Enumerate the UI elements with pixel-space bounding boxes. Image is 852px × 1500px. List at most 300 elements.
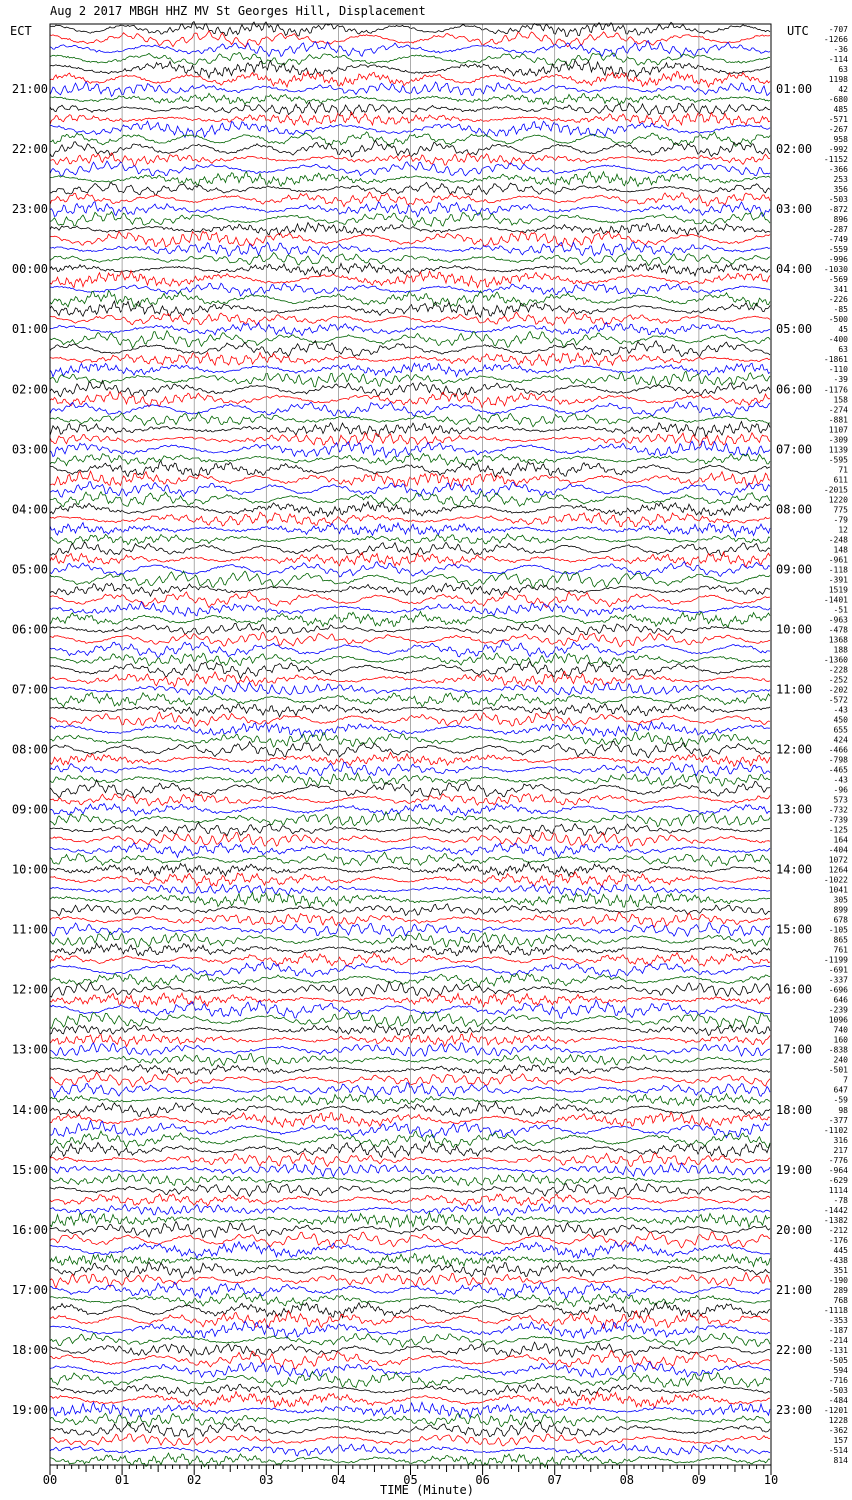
trace-offset-label: -176 bbox=[828, 1235, 848, 1245]
right-hour-label: 10:00 bbox=[776, 622, 813, 637]
trace-offset-label: -404 bbox=[828, 845, 848, 855]
left-hour-label: 21:00 bbox=[11, 82, 48, 97]
left-hour-label: 08:00 bbox=[11, 742, 48, 757]
trace-offset-label: 7 bbox=[843, 1075, 848, 1085]
trace-offset-label: -798 bbox=[828, 755, 848, 765]
trace-offset-label: 1368 bbox=[828, 635, 848, 645]
trace-offset-label: -739 bbox=[828, 815, 848, 825]
trace-offset-label: -400 bbox=[828, 335, 848, 345]
trace-line bbox=[50, 1094, 770, 1106]
right-hour-label: 01:00 bbox=[776, 82, 813, 97]
trace-line bbox=[50, 153, 770, 166]
right-hour-labels bbox=[776, 82, 812, 1417]
trace-line bbox=[50, 812, 770, 827]
trace-line bbox=[50, 1043, 770, 1056]
trace-offset-label: 98 bbox=[838, 1105, 848, 1115]
trace-line bbox=[50, 671, 770, 687]
trace-line bbox=[50, 392, 770, 408]
right-hour-label: 19:00 bbox=[776, 1162, 813, 1177]
trace-line bbox=[50, 291, 770, 308]
trace-offset-label: -39 bbox=[833, 375, 848, 385]
x-tick-label: 09 bbox=[691, 1473, 707, 1487]
trace-offset-label: 217 bbox=[833, 1145, 848, 1155]
trace-line bbox=[50, 602, 770, 616]
trace-line bbox=[50, 231, 770, 246]
trace-offset-label: 253 bbox=[833, 175, 848, 185]
trace-line bbox=[50, 1371, 770, 1387]
trace-line bbox=[50, 172, 770, 187]
right-hour-label: 04:00 bbox=[776, 262, 813, 277]
trace-line bbox=[50, 1142, 770, 1159]
trace-offset-label: -1102 bbox=[823, 1125, 848, 1135]
trace-offset-label: -239 bbox=[828, 1005, 848, 1015]
trace-line bbox=[50, 253, 770, 266]
trace-line bbox=[50, 161, 770, 176]
right-hour-label: 20:00 bbox=[776, 1222, 813, 1237]
trace-offset-label: -964 bbox=[828, 1165, 848, 1175]
right-hour-label: 02:00 bbox=[776, 142, 813, 157]
trace-line bbox=[50, 653, 770, 666]
trace-line bbox=[50, 1153, 770, 1167]
right-hour-label: 03:00 bbox=[776, 202, 813, 217]
trace-offset-label: -362 bbox=[828, 1425, 848, 1435]
trace-offset-label: -287 bbox=[828, 225, 848, 235]
trace-line bbox=[50, 1311, 770, 1329]
trace-offset-label: -353 bbox=[828, 1315, 848, 1325]
left-hour-label: 00:00 bbox=[11, 262, 48, 277]
trace-offset-label: 899 bbox=[833, 905, 848, 915]
trace-offset-label: -214 bbox=[828, 1335, 848, 1345]
trace-line bbox=[50, 962, 770, 977]
trace-offset-label: -571 bbox=[828, 115, 848, 125]
trace-line bbox=[50, 843, 770, 858]
x-tick-label: 07 bbox=[547, 1473, 562, 1487]
trace-line bbox=[50, 371, 770, 387]
left-hour-label: 23:00 bbox=[11, 202, 48, 217]
trace-offset-label: -337 bbox=[828, 975, 848, 985]
trace-offset-label: 289 bbox=[833, 1285, 848, 1295]
trace-offset-label: -503 bbox=[828, 195, 848, 205]
x-tick-label: 01 bbox=[114, 1473, 130, 1487]
trace-line bbox=[50, 923, 770, 937]
trace-line bbox=[50, 422, 770, 437]
trace-offset-label: -274 bbox=[828, 405, 848, 415]
trace-line bbox=[50, 523, 770, 537]
trace-line bbox=[50, 974, 770, 988]
trace-offset-label: -465 bbox=[828, 765, 848, 775]
trace-offset-label: 611 bbox=[833, 475, 848, 485]
trace-offset-label: -51 bbox=[833, 605, 848, 615]
trace-line bbox=[50, 722, 770, 738]
trace-line bbox=[50, 1232, 770, 1249]
left-hour-label: 07:00 bbox=[11, 682, 48, 697]
trace-offset-label: 958 bbox=[833, 135, 848, 145]
trace-line bbox=[50, 862, 770, 876]
trace-line bbox=[50, 283, 770, 296]
trace-line bbox=[50, 571, 770, 588]
left-timezone-label: ECT bbox=[10, 24, 32, 38]
trace-offset-label: -125 bbox=[828, 825, 848, 835]
trace-line bbox=[50, 892, 770, 907]
trace-line bbox=[50, 1293, 770, 1306]
trace-line bbox=[50, 1282, 770, 1298]
trace-offset-label: -2015 bbox=[823, 485, 848, 495]
trace-offset-label: 341 bbox=[833, 285, 848, 295]
left-hour-label: 11:00 bbox=[11, 922, 48, 937]
trace-line bbox=[50, 732, 770, 747]
trace-offset-label: -696 bbox=[828, 985, 848, 995]
trace-line bbox=[50, 1212, 770, 1227]
trace-offset-label: 1072 bbox=[828, 855, 848, 865]
trace-line bbox=[50, 583, 770, 596]
trace-offset-label: -1861 bbox=[823, 355, 848, 365]
right-hour-label: 17:00 bbox=[776, 1042, 813, 1057]
trace-offset-label: -1360 bbox=[823, 655, 848, 665]
trace-line bbox=[50, 884, 770, 895]
trace-line bbox=[50, 1204, 770, 1216]
trace-line bbox=[50, 1392, 770, 1409]
trace-offset-label: 865 bbox=[833, 935, 848, 945]
trace-offset-label: 356 bbox=[833, 185, 848, 195]
trace-offset-label: 485 bbox=[833, 105, 848, 115]
trace-offset-label: -514 bbox=[828, 1445, 848, 1455]
trace-offset-label: 45 bbox=[838, 325, 848, 335]
trace-line bbox=[50, 1194, 770, 1206]
trace-offset-label: -838 bbox=[828, 1045, 848, 1055]
trace-offset-label: 647 bbox=[833, 1085, 848, 1095]
left-hour-label: 17:00 bbox=[11, 1282, 48, 1297]
trace-offset-label: -503 bbox=[828, 1385, 848, 1395]
trace-line bbox=[50, 1302, 770, 1318]
right-hour-label: 12:00 bbox=[776, 742, 813, 757]
trace-offset-label: -716 bbox=[828, 1375, 848, 1385]
left-hour-label: 15:00 bbox=[11, 1162, 48, 1177]
trace-line bbox=[50, 932, 770, 947]
trace-offset-label: 594 bbox=[833, 1365, 848, 1375]
trace-offset-label: 164 bbox=[833, 835, 848, 845]
right-hour-label: 06:00 bbox=[776, 382, 813, 397]
trace-line bbox=[50, 1064, 770, 1074]
trace-line bbox=[50, 1112, 770, 1127]
left-hour-label: 04:00 bbox=[11, 502, 48, 517]
left-hour-label: 10:00 bbox=[11, 862, 48, 877]
trace-line bbox=[50, 1072, 770, 1087]
trace-offset-label: -500 bbox=[828, 315, 848, 325]
trace-line bbox=[50, 381, 770, 397]
trace-line bbox=[50, 752, 770, 766]
trace-offset-label: -992 bbox=[828, 145, 848, 155]
trace-offset-label: 1198 bbox=[828, 75, 848, 85]
trace-offset-label: 1519 bbox=[828, 585, 848, 595]
left-hour-label: 12:00 bbox=[11, 982, 48, 997]
trace-line bbox=[50, 223, 770, 236]
trace-line bbox=[50, 471, 770, 487]
trace-line bbox=[50, 263, 770, 276]
trace-line bbox=[50, 52, 770, 65]
trace-offset-label: -872 bbox=[828, 205, 848, 215]
left-hour-label: 01:00 bbox=[11, 322, 48, 337]
trace-line bbox=[50, 271, 770, 288]
trace-offset-label: 157 bbox=[833, 1435, 848, 1445]
trace-offset-label: -961 bbox=[828, 555, 848, 565]
trace-line bbox=[50, 822, 770, 836]
trace-layer bbox=[50, 22, 770, 1468]
trace-line bbox=[50, 542, 770, 557]
trace-offset-label: -1030 bbox=[823, 265, 848, 275]
trace-line bbox=[50, 1413, 770, 1427]
right-hour-label: 07:00 bbox=[776, 442, 813, 457]
x-axis bbox=[43, 1465, 778, 1487]
trace-line bbox=[50, 242, 770, 256]
trace-line bbox=[50, 741, 770, 757]
trace-offset-label: 761 bbox=[833, 945, 848, 955]
trace-offset-label: -377 bbox=[828, 1115, 848, 1125]
trace-line bbox=[50, 942, 770, 956]
trace-line bbox=[50, 1444, 770, 1456]
left-hour-label: 09:00 bbox=[11, 802, 48, 817]
x-tick-label: 05 bbox=[403, 1473, 418, 1487]
trace-offset-label: -749 bbox=[828, 235, 848, 245]
trace-line bbox=[50, 353, 770, 366]
trace-line bbox=[50, 312, 770, 325]
trace-line bbox=[50, 1053, 770, 1065]
trace-offset-label: -79 bbox=[833, 515, 848, 525]
trace-offset-label: -1176 bbox=[823, 385, 848, 395]
trace-line bbox=[50, 82, 770, 97]
trace-line bbox=[50, 804, 770, 816]
trace-line bbox=[50, 780, 770, 798]
trace-line bbox=[50, 502, 770, 517]
trace-line bbox=[50, 301, 770, 317]
x-tick-label: 06 bbox=[475, 1473, 490, 1487]
trace-offset-label: -43 bbox=[833, 775, 848, 785]
trace-offset-label: -595 bbox=[828, 455, 848, 465]
grid-layer bbox=[122, 24, 699, 1465]
left-hour-label: 02:00 bbox=[11, 382, 48, 397]
trace-offset-label: 1096 bbox=[828, 1015, 848, 1025]
trace-offset-label: -118 bbox=[828, 565, 848, 575]
trace-line bbox=[50, 202, 770, 217]
trace-line bbox=[50, 692, 770, 706]
trace-offset-label: -1201 bbox=[823, 1405, 848, 1415]
trace-offset-label: -505 bbox=[828, 1355, 848, 1365]
trace-offset-label: 896 bbox=[833, 215, 848, 225]
right-hour-label: 22:00 bbox=[776, 1342, 813, 1357]
trace-line bbox=[50, 363, 770, 377]
trace-line bbox=[50, 102, 770, 116]
right-hour-label: 18:00 bbox=[776, 1102, 813, 1117]
trace-offset-label: 1041 bbox=[828, 885, 848, 895]
x-tick-label: 08 bbox=[619, 1473, 635, 1487]
trace-offset-label: -466 bbox=[828, 745, 848, 755]
trace-line bbox=[50, 1262, 770, 1278]
trace-offset-label: 351 bbox=[833, 1265, 848, 1275]
trace-offset-label: -484 bbox=[828, 1395, 848, 1405]
trace-line bbox=[50, 132, 770, 147]
trace-line bbox=[50, 1272, 770, 1288]
trace-line bbox=[50, 1254, 770, 1267]
left-hour-labels bbox=[12, 82, 48, 1417]
trace-offset-label: -438 bbox=[828, 1255, 848, 1265]
right-hour-label: 13:00 bbox=[776, 802, 813, 817]
trace-offset-label: 305 bbox=[833, 895, 848, 905]
trace-offset-label: -190 bbox=[828, 1275, 848, 1285]
trace-offset-label: -572 bbox=[828, 695, 848, 705]
trace-offset-label: 12 bbox=[838, 525, 848, 535]
trace-offset-label: 160 bbox=[833, 1035, 848, 1045]
trace-offset-label: 655 bbox=[833, 725, 848, 735]
trace-offset-label: -110 bbox=[828, 365, 848, 375]
left-hour-label: 03:00 bbox=[11, 442, 48, 457]
trace-line bbox=[50, 794, 770, 806]
trace-offset-label: 240 bbox=[833, 1055, 848, 1065]
trace-offset-label: 424 bbox=[833, 735, 848, 745]
x-axis-label: TIME (Minute) bbox=[380, 1483, 474, 1497]
trace-offset-label: 71 bbox=[838, 465, 848, 475]
trace-offset-label: -963 bbox=[828, 615, 848, 625]
trace-offset-labels bbox=[824, 25, 848, 1465]
chart-title: Aug 2 2017 MBGH HHZ MV St Georges Hill, Displacement bbox=[50, 4, 426, 18]
trace-offset-label: 63 bbox=[838, 345, 848, 355]
right-timezone-label: UTC bbox=[787, 24, 809, 38]
trace-offset-label: -1022 bbox=[823, 875, 848, 885]
trace-offset-label: -212 bbox=[828, 1225, 848, 1235]
trace-line bbox=[50, 1025, 770, 1036]
trace-offset-label: -881 bbox=[828, 415, 848, 425]
trace-line bbox=[50, 1183, 770, 1196]
trace-line bbox=[50, 712, 770, 726]
trace-offset-label: -85 bbox=[833, 305, 848, 315]
trace-line bbox=[50, 1163, 770, 1177]
trace-offset-label: -1382 bbox=[823, 1215, 848, 1225]
trace-offset-label: -691 bbox=[828, 965, 848, 975]
trace-offset-label: 158 bbox=[833, 395, 848, 405]
trace-line bbox=[50, 322, 770, 335]
trace-offset-label: 1114 bbox=[828, 1185, 848, 1195]
x-tick-label: 02 bbox=[186, 1473, 202, 1487]
trace-offset-label: -478 bbox=[828, 625, 848, 635]
trace-offset-label: 1107 bbox=[828, 425, 848, 435]
trace-offset-label: -732 bbox=[828, 805, 848, 815]
trace-line bbox=[50, 612, 770, 628]
trace-line bbox=[50, 1033, 770, 1047]
trace-line bbox=[50, 832, 770, 846]
trace-line bbox=[50, 872, 770, 887]
trace-offset-label: -1266 bbox=[823, 35, 848, 45]
trace-line bbox=[50, 1351, 770, 1369]
trace-offset-label: -226 bbox=[828, 295, 848, 305]
right-hour-label: 05:00 bbox=[776, 322, 813, 337]
trace-offset-label: 678 bbox=[833, 915, 848, 925]
trace-line bbox=[50, 212, 770, 227]
x-tick-label: 10 bbox=[763, 1473, 779, 1487]
trace-line bbox=[50, 913, 770, 927]
left-hour-label: 22:00 bbox=[11, 142, 48, 157]
trace-line bbox=[50, 762, 770, 776]
trace-offset-label: -78 bbox=[833, 1195, 848, 1205]
trace-offset-label: -629 bbox=[828, 1175, 848, 1185]
trace-line bbox=[50, 1383, 770, 1396]
trace-line bbox=[50, 412, 770, 427]
trace-offset-label: -228 bbox=[828, 665, 848, 675]
trace-offset-label: -391 bbox=[828, 575, 848, 585]
trace-offset-label: 814 bbox=[833, 1455, 848, 1465]
trace-line bbox=[50, 534, 770, 545]
trace-line bbox=[50, 661, 770, 678]
trace-offset-label: -252 bbox=[828, 675, 848, 685]
x-tick-label: 00 bbox=[42, 1473, 58, 1487]
trace-offset-label: -1199 bbox=[823, 955, 848, 965]
trace-line bbox=[50, 482, 770, 497]
trace-offset-label: 445 bbox=[833, 1245, 848, 1255]
left-hour-label: 14:00 bbox=[11, 1102, 48, 1117]
trace-offset-label: -569 bbox=[828, 275, 848, 285]
trace-line bbox=[50, 341, 770, 357]
trace-line bbox=[50, 1362, 770, 1377]
trace-line bbox=[50, 592, 770, 608]
trace-offset-label: -267 bbox=[828, 125, 848, 135]
trace-line bbox=[50, 1011, 770, 1028]
trace-offset-label: 775 bbox=[833, 505, 848, 515]
trace-line bbox=[50, 192, 770, 207]
trace-offset-label: 573 bbox=[833, 795, 848, 805]
trace-line bbox=[50, 1321, 770, 1338]
trace-offset-label: -202 bbox=[828, 685, 848, 695]
trace-offset-label: 316 bbox=[833, 1135, 848, 1145]
trace-line bbox=[50, 1174, 770, 1186]
trace-offset-label: 740 bbox=[833, 1025, 848, 1035]
trace-offset-label: -776 bbox=[828, 1155, 848, 1165]
right-hour-label: 21:00 bbox=[776, 1282, 813, 1297]
trace-line bbox=[50, 31, 770, 47]
trace-offset-label: -187 bbox=[828, 1325, 848, 1335]
trace-offset-label: 148 bbox=[833, 545, 848, 555]
trace-line bbox=[50, 982, 770, 997]
trace-offset-label: -43 bbox=[833, 705, 848, 715]
right-hour-label: 14:00 bbox=[776, 862, 813, 877]
right-hour-label: 23:00 bbox=[776, 1402, 813, 1417]
trace-line bbox=[50, 93, 770, 104]
trace-offset-label: 646 bbox=[833, 995, 848, 1005]
trace-offset-label: -105 bbox=[828, 925, 848, 935]
right-hour-label: 09:00 bbox=[776, 562, 813, 577]
trace-offset-label: -366 bbox=[828, 165, 848, 175]
trace-offset-label: 42 bbox=[838, 85, 848, 95]
trace-line bbox=[50, 461, 770, 477]
right-hour-label: 15:00 bbox=[776, 922, 813, 937]
trace-offset-label: -1118 bbox=[823, 1305, 848, 1315]
trace-offset-label: -59 bbox=[833, 1095, 848, 1105]
right-hour-label: 08:00 bbox=[776, 502, 813, 517]
left-hour-label: 05:00 bbox=[11, 562, 48, 577]
trace-line bbox=[50, 1342, 770, 1357]
right-hour-label: 11:00 bbox=[776, 682, 813, 697]
trace-line bbox=[50, 1422, 770, 1437]
trace-offset-label: 768 bbox=[833, 1295, 848, 1305]
trace-line bbox=[50, 1434, 770, 1446]
trace-line bbox=[50, 682, 770, 695]
trace-line bbox=[50, 433, 770, 446]
left-hour-label: 19:00 bbox=[11, 1402, 48, 1417]
trace-line bbox=[50, 182, 770, 195]
trace-offset-label: 1139 bbox=[828, 445, 848, 455]
trace-line bbox=[50, 852, 770, 866]
trace-offset-label: -114 bbox=[828, 55, 848, 65]
trace-offset-label: -131 bbox=[828, 1345, 848, 1355]
trace-offset-label: 1264 bbox=[828, 865, 848, 875]
trace-offset-label: -501 bbox=[828, 1065, 848, 1075]
trace-offset-label: -1401 bbox=[823, 595, 848, 605]
